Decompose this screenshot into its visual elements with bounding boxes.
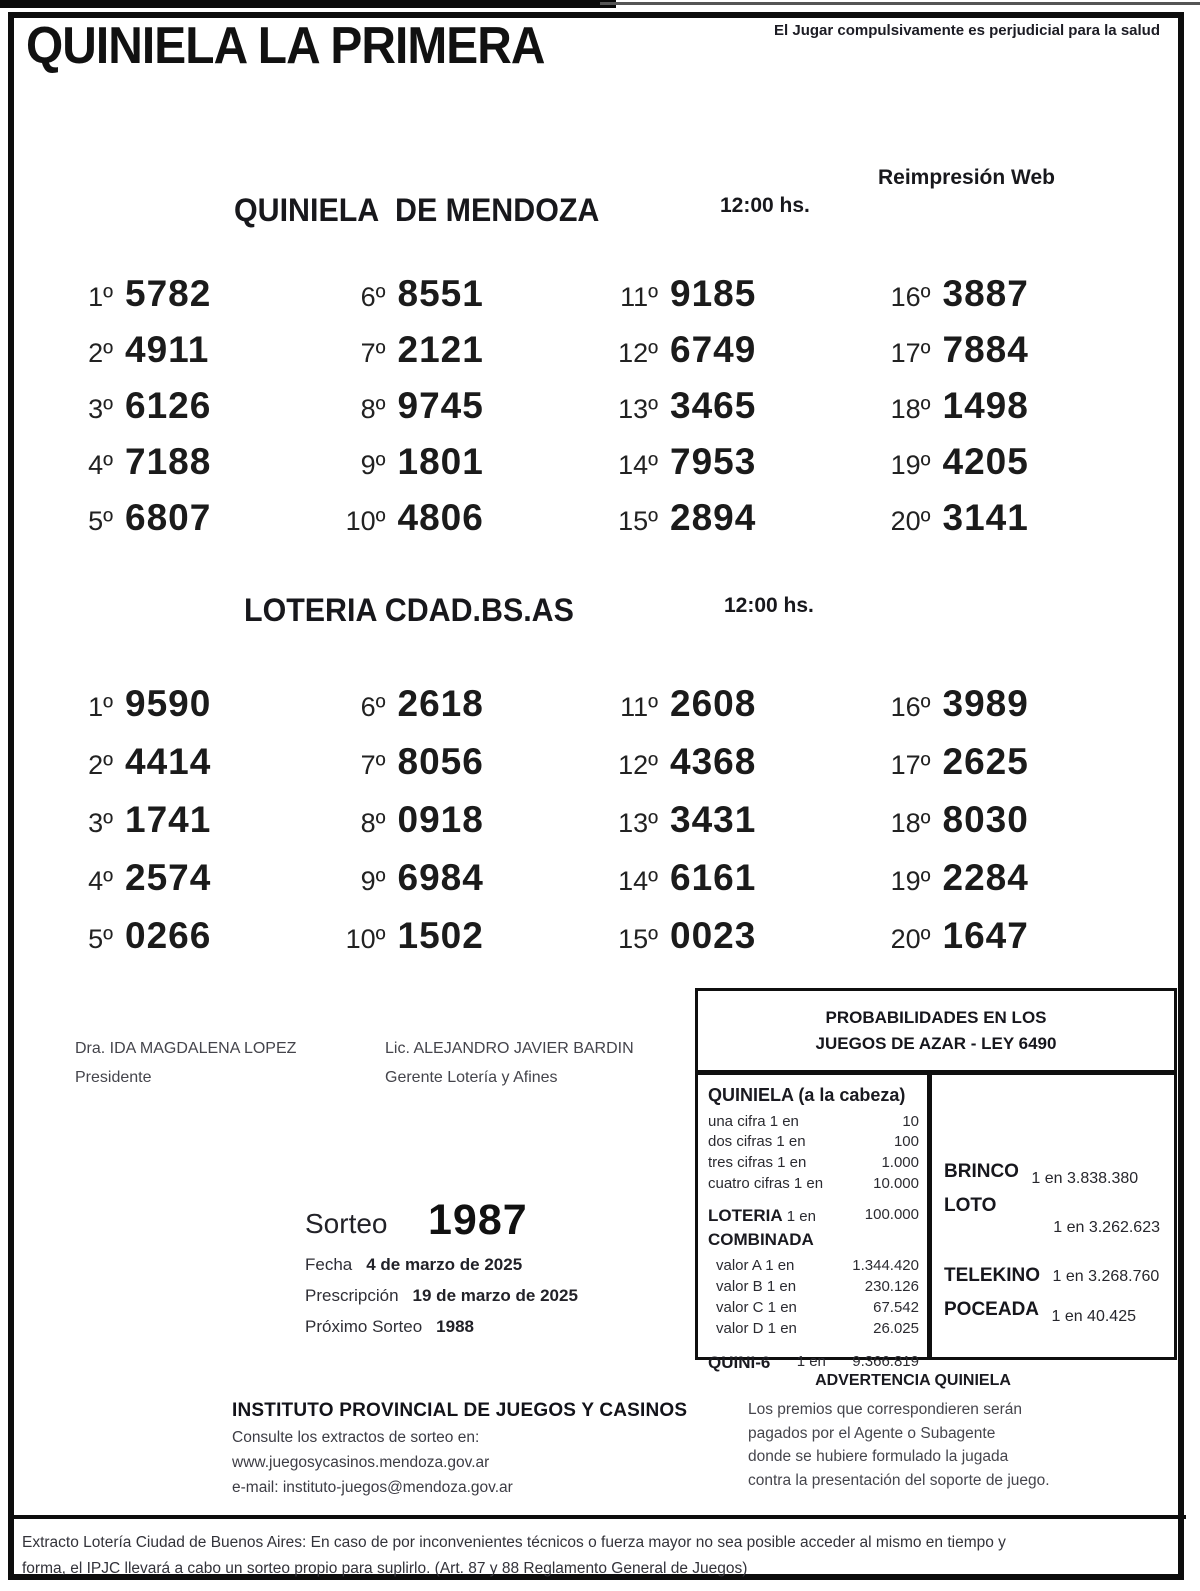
result-rank: 18º xyxy=(890,808,931,838)
game-odds-row xyxy=(944,1298,1164,1325)
result-entry xyxy=(328,915,601,973)
result-entry xyxy=(600,497,873,553)
result-number: 7188 xyxy=(125,441,212,482)
combinada-rows xyxy=(708,1256,919,1339)
result-number: 0918 xyxy=(397,799,484,840)
probabilities-title-line1: PROBABILIDADES EN LOS xyxy=(825,1008,1047,1027)
result-entry xyxy=(55,799,328,857)
result-number: 6126 xyxy=(125,385,212,426)
result-entry xyxy=(328,273,601,329)
result-entry xyxy=(600,857,873,915)
result-number: 3465 xyxy=(670,385,757,426)
odds-value: 10 xyxy=(902,1112,919,1130)
result-number: 0266 xyxy=(125,915,212,956)
result-number: 1801 xyxy=(397,441,484,482)
results-grid-mendoza xyxy=(55,273,1145,553)
result-rank: 18º xyxy=(890,394,931,424)
institute-name: INSTITUTO PROVINCIAL DE JUEGOS Y CASINOS xyxy=(232,1400,688,1421)
odds-label: dos cifras 1 en xyxy=(708,1133,806,1151)
result-rank: 15º xyxy=(618,924,658,954)
result-entry xyxy=(55,441,328,497)
loteria-odds-row xyxy=(708,1206,919,1226)
result-entry xyxy=(600,385,873,441)
odds-value: 100 xyxy=(893,1133,919,1151)
game-name: LOTO xyxy=(944,1194,997,1216)
game-odds: 1 en 3.268.760 xyxy=(1052,1267,1160,1285)
result-number: 6161 xyxy=(670,857,757,898)
prescripcion-value: 19 de marzo de 2025 xyxy=(412,1286,578,1305)
advertencia-line: Los premios que correspondieren serán xyxy=(748,1401,1022,1418)
result-number: 2574 xyxy=(125,857,212,898)
odds-label: valor B 1 en xyxy=(716,1278,797,1296)
result-number: 9590 xyxy=(125,683,212,724)
draw-time-mendoza: 12:00 hs. xyxy=(720,194,810,217)
result-number: 7953 xyxy=(670,441,757,482)
result-number: 3989 xyxy=(942,683,1029,724)
result-entry xyxy=(55,385,328,441)
game-odds: 1 en 3.838.380 xyxy=(1031,1169,1139,1187)
game-name: BRINCO xyxy=(944,1160,1019,1182)
result-number: 2608 xyxy=(670,683,757,724)
result-number: 4368 xyxy=(670,741,757,782)
result-number: 2618 xyxy=(397,683,484,724)
result-entry xyxy=(873,799,1146,857)
draw-time-bsas: 12:00 hs. xyxy=(724,594,814,617)
result-rank: 2º xyxy=(88,750,113,780)
result-rank: 10º xyxy=(345,506,386,536)
probabilities-title xyxy=(698,991,1174,1075)
result-number: 9745 xyxy=(397,385,484,426)
result-entry xyxy=(328,497,601,553)
result-entry xyxy=(55,683,328,741)
result-rank: 1º xyxy=(88,692,113,722)
result-entry xyxy=(873,497,1146,553)
official-title: Gerente Lotería y Afines xyxy=(385,1069,558,1086)
result-rank: 14º xyxy=(618,450,658,480)
result-number: 3141 xyxy=(942,497,1029,538)
footer-note xyxy=(22,1530,1162,1581)
probabilities-box xyxy=(695,988,1177,1373)
result-rank: 4º xyxy=(88,450,113,480)
result-entry xyxy=(328,329,601,385)
result-rank: 20º xyxy=(890,924,931,954)
result-rank: 16º xyxy=(890,692,931,722)
odds-label: valor C 1 en xyxy=(716,1298,797,1316)
result-number: 2625 xyxy=(942,741,1029,782)
result-number: 8551 xyxy=(397,273,484,314)
odds-label: valor D 1 en xyxy=(716,1319,797,1337)
proximo-sorteo-row xyxy=(305,1317,474,1337)
official-name: Dra. IDA MAGDALENA LOPEZ xyxy=(75,1040,297,1057)
fecha-row xyxy=(305,1255,522,1275)
combinada-header: COMBINADA xyxy=(708,1230,814,1250)
result-number: 8056 xyxy=(397,741,484,782)
result-rank: 12º xyxy=(618,338,658,368)
result-entry xyxy=(55,329,328,385)
result-rank: 15º xyxy=(618,506,658,536)
result-entry xyxy=(328,441,601,497)
quini6-odds-row xyxy=(708,1353,919,1373)
result-number: 2284 xyxy=(942,857,1029,898)
institute-block xyxy=(232,1400,687,1504)
fecha-label: Fecha xyxy=(305,1255,353,1274)
official-title: Presidente xyxy=(75,1069,152,1086)
probabilities-body xyxy=(698,1075,1174,1373)
result-rank: 17º xyxy=(890,338,931,368)
result-number: 8030 xyxy=(942,799,1029,840)
result-rank: 8º xyxy=(360,394,386,424)
result-entry xyxy=(600,329,873,385)
result-entry xyxy=(55,857,328,915)
advertencia-line: donde se hubiere formulado la jugada xyxy=(748,1448,1009,1466)
institute-email: e-mail: instituto-juegos@mendoza.gov.ar xyxy=(232,1479,513,1496)
institute-website: www.juegosycasinos.mendoza.gov.ar xyxy=(232,1454,490,1471)
proximo-sorteo-label: Próximo Sorteo xyxy=(305,1317,423,1336)
result-entry xyxy=(873,273,1146,329)
result-rank: 11º xyxy=(620,692,658,722)
result-number: 4414 xyxy=(125,741,212,782)
result-number: 2121 xyxy=(397,329,484,370)
result-rank: 14º xyxy=(618,866,658,896)
result-rank: 1º xyxy=(88,282,113,312)
institute-consult-line: Consulte los extractos de sorteo en: xyxy=(232,1429,480,1446)
result-rank: 16º xyxy=(890,282,931,312)
game-odds: 1 en 3.262.623 xyxy=(1053,1218,1160,1236)
sorteo-number: 1987 xyxy=(428,1196,528,1244)
result-entry xyxy=(328,857,601,915)
result-rank: 9º xyxy=(360,866,386,896)
result-entry xyxy=(600,915,873,973)
odds-value: 230.126 xyxy=(864,1278,919,1296)
result-rank: 5º xyxy=(88,924,113,954)
footer-divider xyxy=(14,1515,1186,1519)
result-number: 4205 xyxy=(942,441,1029,482)
quiniela-odds-rows xyxy=(708,1112,919,1195)
odds-row xyxy=(708,1319,919,1340)
result-entry xyxy=(600,441,873,497)
result-number: 5782 xyxy=(125,273,212,314)
result-entry xyxy=(55,273,328,329)
result-rank: 11º xyxy=(620,282,658,312)
result-entry xyxy=(600,741,873,799)
result-entry xyxy=(600,799,873,857)
game-odds: 1 en 40.425 xyxy=(1051,1307,1136,1325)
odds-value: 10.000 xyxy=(873,1174,919,1192)
sorteo-label: Sorteo xyxy=(305,1208,388,1239)
result-rank: 10º xyxy=(345,924,386,954)
odds-value: 1.344.420 xyxy=(852,1257,919,1275)
advertencia-title: ADVERTENCIA QUINIELA xyxy=(815,1372,1011,1389)
probabilities-right-column xyxy=(932,1075,1174,1357)
scan-artifact-bar xyxy=(0,0,616,8)
footer-line2: forma, el IPJC llevará a cabo un sorteo propio para suplirlo. (Art. 87 y 88 Reglamento General de Juegos) xyxy=(22,1559,748,1577)
result-rank: 6º xyxy=(360,692,386,722)
result-rank: 17º xyxy=(890,750,931,780)
odds-value: 67.542 xyxy=(873,1298,919,1316)
game-name: POCEADA xyxy=(944,1298,1040,1320)
result-entry xyxy=(600,273,873,329)
result-rank: 6º xyxy=(360,282,386,312)
result-entry xyxy=(873,741,1146,799)
results-grid-bsas xyxy=(55,683,1145,973)
result-number: 2894 xyxy=(670,497,757,538)
odds-row xyxy=(708,1277,919,1298)
result-entry xyxy=(328,799,601,857)
result-rank: 7º xyxy=(360,338,386,368)
probabilities-title-line2: JUEGOS DE AZAR - LEY 6490 xyxy=(815,1034,1057,1054)
result-rank: 12º xyxy=(618,750,658,780)
footer-line1: Extracto Lotería Ciudad de Buenos Aires: En caso de por inconvenientes técnicos o fuerza mayor no sea posible acceder al mismo en tiempo y xyxy=(22,1534,1006,1551)
official-manager xyxy=(385,1040,634,1087)
loteria-odds-value: 100.000 xyxy=(864,1206,919,1224)
result-number: 3887 xyxy=(942,273,1029,314)
result-entry xyxy=(873,385,1146,441)
quiniela-odds-header: QUINIELA (a la cabeza) xyxy=(708,1084,906,1105)
odds-label: valor A 1 en xyxy=(716,1257,795,1275)
result-number: 1498 xyxy=(942,385,1029,426)
result-number: 4911 xyxy=(125,329,210,370)
result-number: 3431 xyxy=(670,799,757,840)
odds-label: una cifra 1 en xyxy=(708,1112,799,1130)
odds-row xyxy=(708,1256,919,1277)
advertencia-line: contra la presentación del soporte de juego. xyxy=(748,1471,1050,1489)
fecha-value: 4 de marzo de 2025 xyxy=(366,1255,523,1274)
prescripcion-row xyxy=(305,1286,578,1306)
loteria-odds-label: LOTERIA xyxy=(708,1206,783,1226)
result-rank: 8º xyxy=(360,808,386,838)
result-rank: 20º xyxy=(890,506,931,536)
odds-value: 26.025 xyxy=(873,1319,919,1337)
reprint-web-label: Reimpresión Web xyxy=(878,166,1055,189)
result-entry xyxy=(873,329,1146,385)
result-number: 6749 xyxy=(670,329,757,370)
result-entry xyxy=(328,385,601,441)
odds-label: tres cifras 1 en xyxy=(708,1154,807,1172)
result-entry xyxy=(328,683,601,741)
result-rank: 13º xyxy=(618,394,658,424)
result-entry xyxy=(873,857,1146,915)
result-entry xyxy=(873,441,1146,497)
result-number: 9185 xyxy=(670,273,757,314)
game-odds-row xyxy=(944,1160,1164,1187)
odds-value: 1.000 xyxy=(881,1154,919,1172)
result-entry xyxy=(873,915,1146,973)
game-name: TELEKINO xyxy=(944,1264,1041,1286)
result-rank: 13º xyxy=(618,808,658,838)
scan-artifact-line xyxy=(600,2,1200,5)
odds-row xyxy=(708,1112,919,1133)
health-warning-text: El Jugar compulsivamente es perjudicial para la salud xyxy=(774,22,1160,39)
result-entry xyxy=(55,497,328,553)
result-entry xyxy=(600,683,873,741)
result-rank: 7º xyxy=(360,750,386,780)
odds-row xyxy=(708,1298,919,1319)
quini6-odds-label: QUINI-6 xyxy=(708,1353,771,1373)
result-number: 0023 xyxy=(670,915,757,956)
result-rank: 3º xyxy=(88,394,113,424)
advertencia-lines xyxy=(748,1398,1078,1492)
draw-title-mendoza: QUINIELA DE MENDOZA xyxy=(234,192,600,228)
game-odds-row xyxy=(944,1265,1164,1287)
odds-row xyxy=(708,1132,919,1153)
result-rank: 19º xyxy=(890,866,931,896)
game-odds-row xyxy=(944,1195,1164,1235)
result-number: 1741 xyxy=(125,799,212,840)
result-number: 1502 xyxy=(397,915,484,956)
loteria-odds-mid: 1 en xyxy=(786,1208,816,1226)
quini6-odds-mid: 1 en xyxy=(796,1353,826,1371)
advertencia-line: pagados por el Agente o Subagente xyxy=(748,1424,996,1442)
prescripcion-label: Prescripción xyxy=(305,1286,399,1305)
draw-title-bsas: LOTERIA CDAD.BS.AS xyxy=(244,592,574,628)
odds-row xyxy=(708,1153,919,1174)
quini6-odds-value: 9.366.819 xyxy=(852,1353,919,1371)
proximo-sorteo-value: 1988 xyxy=(436,1317,474,1336)
result-number: 4806 xyxy=(397,497,484,538)
advertencia-block xyxy=(748,1372,1078,1492)
result-entry xyxy=(55,915,328,973)
result-rank: 3º xyxy=(88,808,113,838)
page-title: QUINIELA LA PRIMERA xyxy=(26,17,545,75)
official-president xyxy=(75,1040,296,1087)
result-number: 7884 xyxy=(942,329,1029,370)
result-entry xyxy=(55,741,328,799)
result-rank: 9º xyxy=(360,450,386,480)
probabilities-left-column xyxy=(698,1075,932,1373)
result-entry xyxy=(328,741,601,799)
result-rank: 5º xyxy=(88,506,113,536)
result-number: 6984 xyxy=(397,857,484,898)
result-rank: 4º xyxy=(88,866,113,896)
result-number: 6807 xyxy=(125,497,212,538)
result-rank: 19º xyxy=(890,450,931,480)
odds-row xyxy=(708,1174,919,1195)
result-entry xyxy=(873,683,1146,741)
odds-label: cuatro cifras 1 en xyxy=(708,1174,824,1192)
result-number: 1647 xyxy=(942,915,1029,956)
official-name: Lic. ALEJANDRO JAVIER BARDIN xyxy=(385,1040,634,1057)
result-rank: 2º xyxy=(88,338,113,368)
